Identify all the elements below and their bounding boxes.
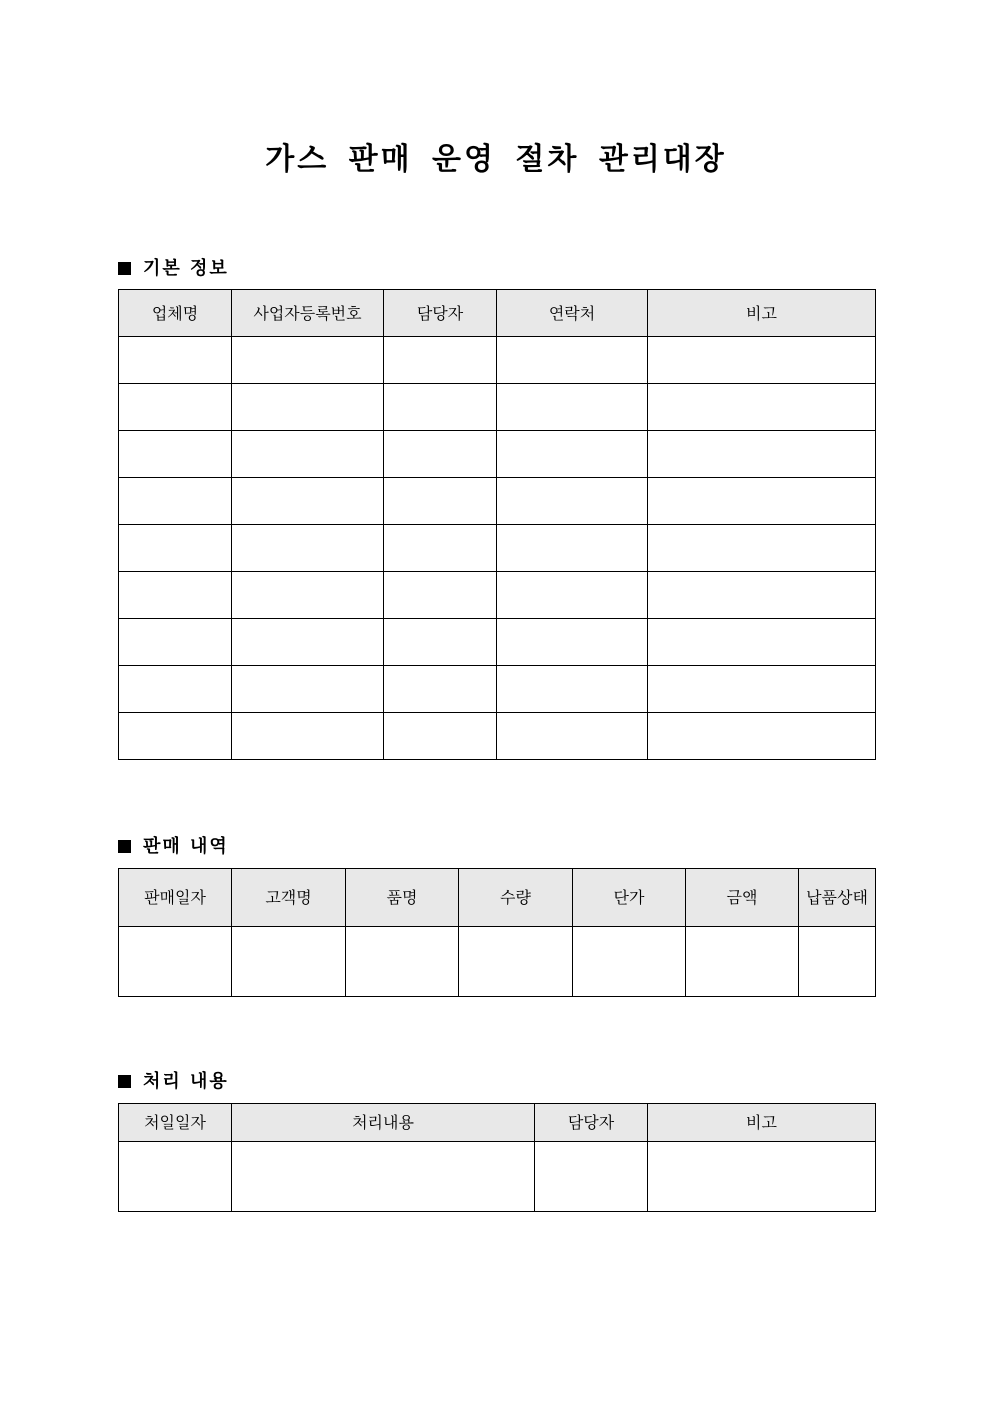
section-heading-processing <box>118 1067 229 1093</box>
table-cell[interactable] <box>232 927 346 997</box>
column-header: 연락처 <box>497 290 648 337</box>
table-cell[interactable] <box>232 384 384 431</box>
table-cell[interactable] <box>119 478 232 525</box>
section-heading-label: 처리 내용 <box>143 1071 229 1092</box>
table-row <box>119 927 876 997</box>
table-cell[interactable] <box>497 572 648 619</box>
basic-info-table <box>118 289 876 760</box>
table-cell[interactable] <box>648 478 876 525</box>
column-header: 납품상태 <box>799 869 876 927</box>
sales-table <box>118 868 876 997</box>
table-cell[interactable] <box>232 1142 535 1212</box>
section-heading-label: 기본 정보 <box>143 258 229 279</box>
table-cell[interactable] <box>497 478 648 525</box>
table-header-row <box>119 290 876 337</box>
table-cell[interactable] <box>535 1142 648 1212</box>
table-row <box>119 713 876 760</box>
table-cell[interactable] <box>648 666 876 713</box>
processing-table <box>118 1103 876 1212</box>
column-header: 담당자 <box>384 290 497 337</box>
table-cell[interactable] <box>119 666 232 713</box>
table-cell[interactable] <box>384 525 497 572</box>
column-header: 고객명 <box>232 869 346 927</box>
table-cell[interactable] <box>384 666 497 713</box>
table-cell[interactable] <box>232 337 384 384</box>
table-cell[interactable] <box>459 927 573 997</box>
table-cell[interactable] <box>648 1142 876 1212</box>
table-cell[interactable] <box>384 337 497 384</box>
table-cell[interactable] <box>232 713 384 760</box>
table-cell[interactable] <box>119 384 232 431</box>
column-header: 비고 <box>648 290 876 337</box>
table-cell[interactable] <box>384 431 497 478</box>
table-cell[interactable] <box>497 525 648 572</box>
section-heading-sales <box>118 832 229 858</box>
sales-rows <box>119 927 876 997</box>
table-row <box>119 337 876 384</box>
table-row <box>119 1142 876 1212</box>
table-cell[interactable] <box>119 927 232 997</box>
table-cell[interactable] <box>384 572 497 619</box>
table-row <box>119 619 876 666</box>
table-cell[interactable] <box>119 1142 232 1212</box>
table-header-row <box>119 869 876 927</box>
table-cell[interactable] <box>119 619 232 666</box>
square-bullet-icon <box>118 840 131 853</box>
table-cell[interactable] <box>384 713 497 760</box>
table-cell[interactable] <box>384 384 497 431</box>
section-heading-label: 판매 내역 <box>143 836 229 857</box>
column-header: 업체명 <box>119 290 232 337</box>
table-cell[interactable] <box>648 713 876 760</box>
table-cell[interactable] <box>232 525 384 572</box>
column-header: 담당자 <box>535 1104 648 1142</box>
table-cell[interactable] <box>119 525 232 572</box>
table-cell[interactable] <box>119 572 232 619</box>
table-cell[interactable] <box>232 572 384 619</box>
table-cell[interactable] <box>648 384 876 431</box>
table-cell[interactable] <box>648 619 876 666</box>
column-header: 처일일자 <box>119 1104 232 1142</box>
table-cell[interactable] <box>232 666 384 713</box>
table-cell[interactable] <box>232 478 384 525</box>
table-row <box>119 478 876 525</box>
table-cell[interactable] <box>232 431 384 478</box>
table-cell[interactable] <box>497 384 648 431</box>
table-row <box>119 666 876 713</box>
column-header: 품명 <box>346 869 459 927</box>
column-header: 사업자등록번호 <box>232 290 384 337</box>
table-cell[interactable] <box>119 713 232 760</box>
column-header: 처리내용 <box>232 1104 535 1142</box>
square-bullet-icon <box>118 1075 131 1088</box>
table-row <box>119 525 876 572</box>
table-cell[interactable] <box>497 619 648 666</box>
table-cell[interactable] <box>648 337 876 384</box>
column-header: 판매일자 <box>119 869 232 927</box>
table-cell[interactable] <box>686 927 799 997</box>
table-cell[interactable] <box>573 927 686 997</box>
table-cell[interactable] <box>799 927 876 997</box>
table-cell[interactable] <box>497 431 648 478</box>
column-header: 수량 <box>459 869 573 927</box>
page-title: 가스 판매 운영 절차 관리대장 <box>265 142 727 177</box>
table-row <box>119 431 876 478</box>
table-cell[interactable] <box>497 713 648 760</box>
table-cell[interactable] <box>384 478 497 525</box>
table-cell[interactable] <box>119 431 232 478</box>
table-cell[interactable] <box>232 619 384 666</box>
table-row <box>119 384 876 431</box>
table-cell[interactable] <box>346 927 459 997</box>
section-heading-basic-info <box>118 254 229 280</box>
column-header: 단가 <box>573 869 686 927</box>
table-cell[interactable] <box>648 572 876 619</box>
table-header-row <box>119 1104 876 1142</box>
square-bullet-icon <box>118 262 131 275</box>
table-cell[interactable] <box>384 619 497 666</box>
column-header: 비고 <box>648 1104 876 1142</box>
table-cell[interactable] <box>119 337 232 384</box>
column-header: 금액 <box>686 869 799 927</box>
processing-rows <box>119 1142 876 1212</box>
table-cell[interactable] <box>497 337 648 384</box>
basic-info-rows <box>119 337 876 760</box>
table-cell[interactable] <box>648 431 876 478</box>
table-cell[interactable] <box>648 525 876 572</box>
table-row <box>119 572 876 619</box>
table-cell[interactable] <box>497 666 648 713</box>
